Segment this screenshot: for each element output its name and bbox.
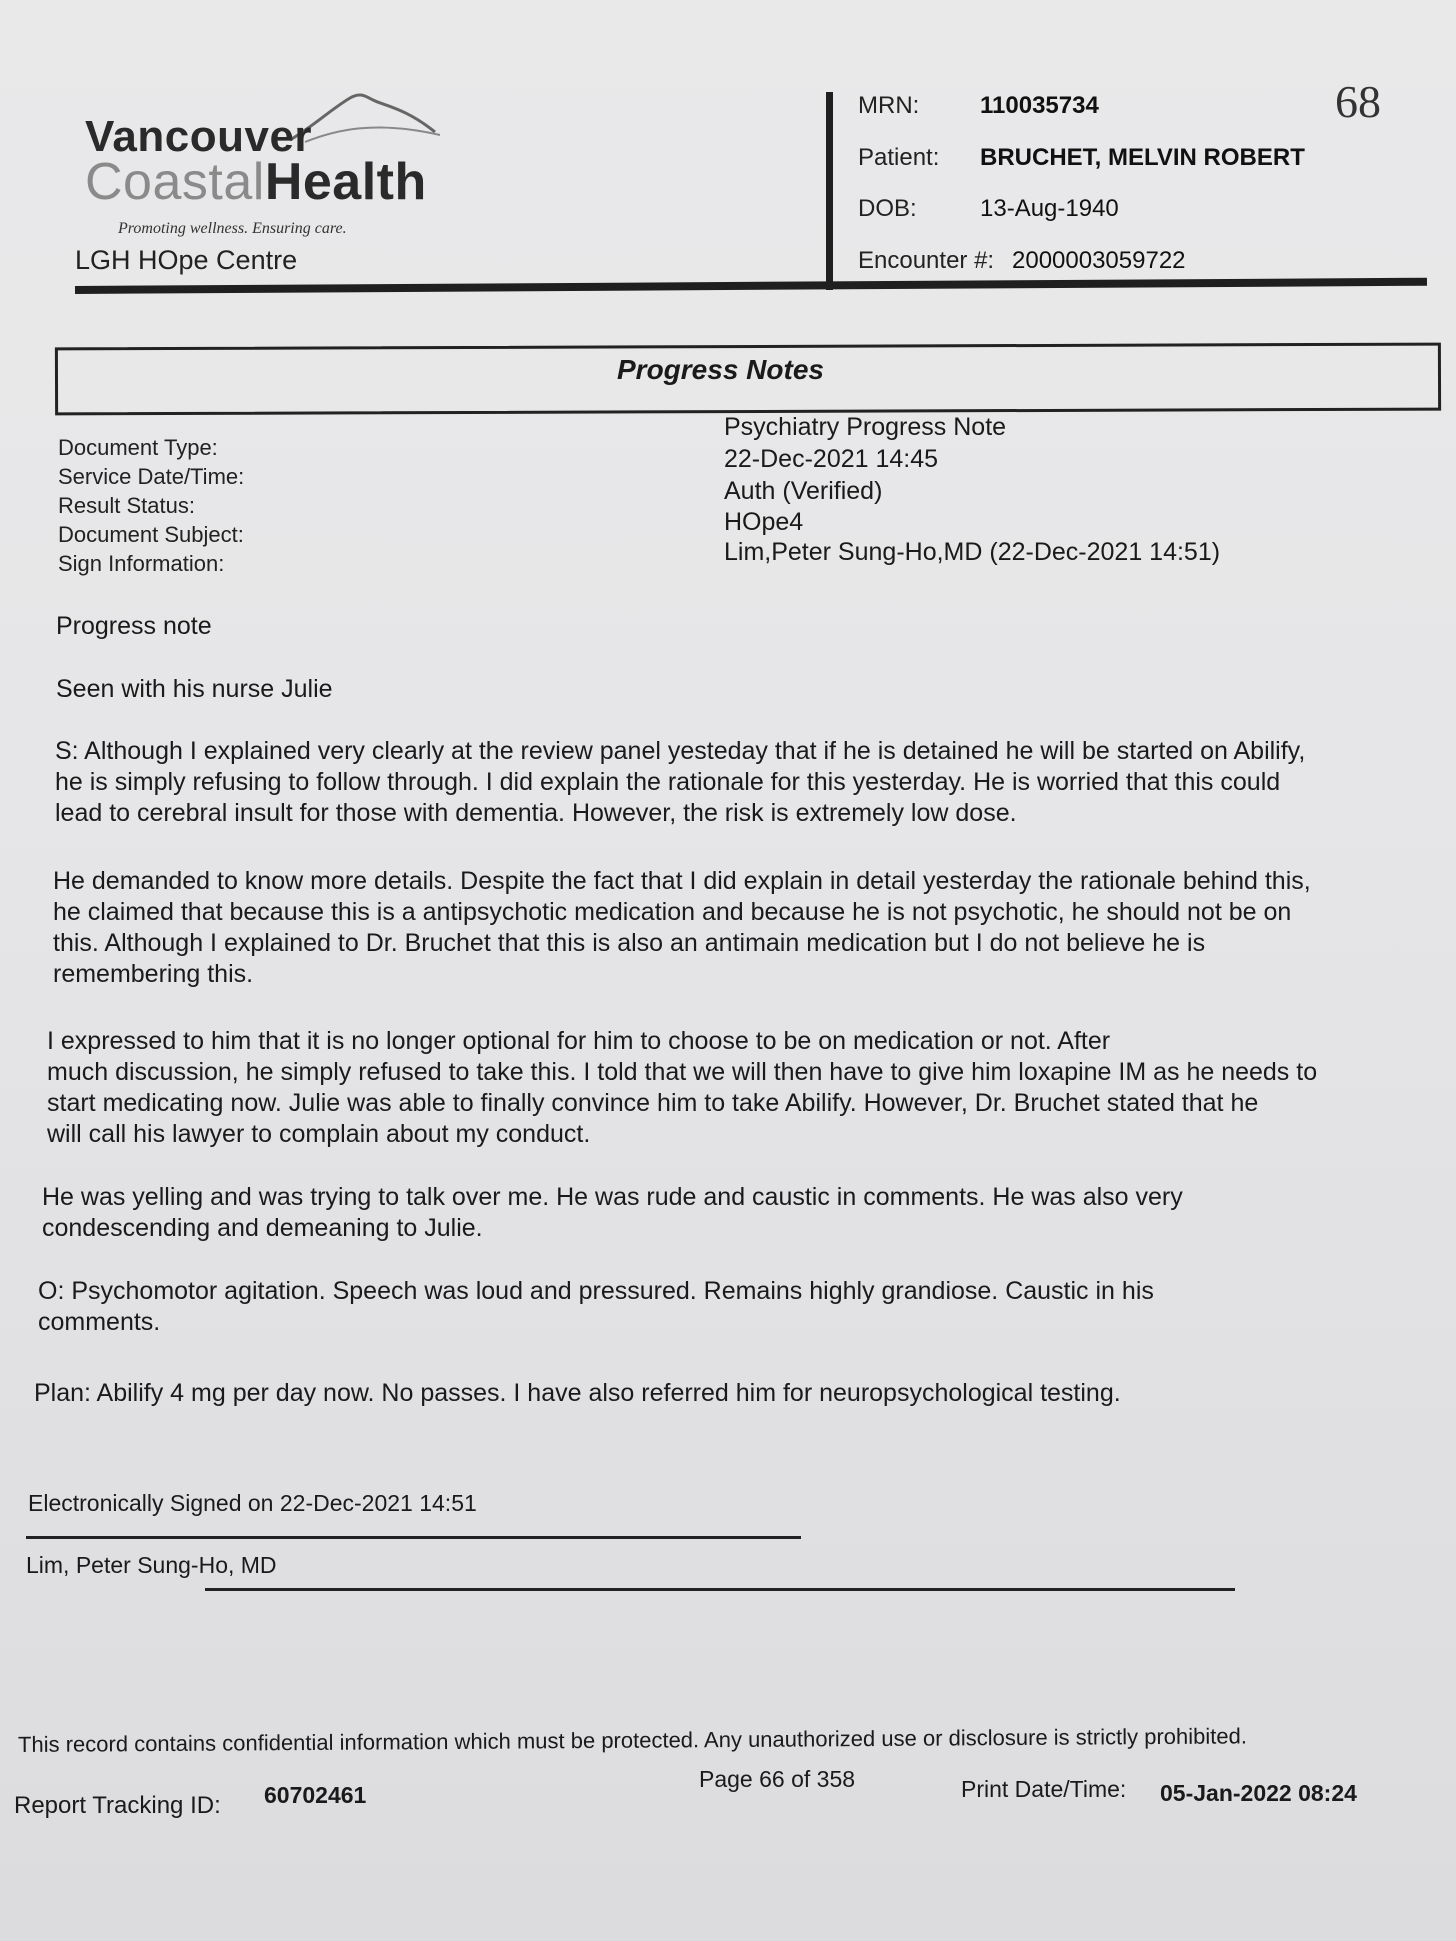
meta-value-document-type: Psychiatry Progress Note [724, 413, 1007, 441]
encounter-label: Encounter #: [858, 247, 995, 274]
mrn-label: MRN: [858, 92, 920, 119]
paragraph-plan [34, 1378, 1121, 1409]
page-number: Page 66 of 358 [699, 1766, 856, 1792]
signer-name: Lim, Peter Sung-Ho, MD [26, 1552, 277, 1578]
patient-value: BRUCHET, MELVIN ROBERT [980, 144, 1305, 171]
paragraph-line: remembering this. [53, 960, 254, 988]
meta-value-result-status: Auth (Verified) [724, 477, 883, 505]
meta-value-sign-info: Lim,Peter Sung-Ho,MD (22-Dec-2021 14:51) [724, 538, 1221, 566]
print-date-label: Print Date/Time: [961, 1776, 1127, 1802]
logo-vancouver: Vancouver [85, 112, 313, 161]
mrn-value: 110035734 [980, 92, 1099, 119]
paragraph-line: Progress note [56, 612, 212, 640]
meta-value-document-subject: HOpe4 [724, 508, 804, 536]
paragraph-seen-with [56, 674, 333, 705]
paragraph-line: he claimed that because this is a antipsychotic medication and because he is not psychotic, he should not be on [53, 898, 1292, 926]
document-title: Progress Notes [617, 354, 824, 385]
encounter-value: 2000003059722 [1012, 247, 1186, 274]
logo-coastal: Coastal [85, 153, 265, 211]
paragraph-line: O: Psychomotor agitation. Speech was loud and pressured. Remains highly grandiose. Caustic in his [38, 1277, 1154, 1305]
dob-value: 13-Aug-1940 [980, 195, 1119, 222]
electronic-signature: Electronically Signed on 22-Dec-2021 14:51 [28, 1490, 477, 1516]
logo-health: Health [264, 153, 427, 211]
paragraph-line: this. Although I explained to Dr. Bruchet that this is also an antimain medication but I do not believe he is [53, 929, 1206, 957]
handwritten-page-number: 68 [1335, 76, 1381, 127]
logo-tagline: Promoting wellness. Ensuring care. [118, 220, 347, 237]
meta-label-service-date: Service Date/Time: [58, 464, 245, 489]
dob-label: DOB: [858, 195, 917, 222]
meta-label-document-type: Document Type: [58, 435, 218, 460]
signer-underline [205, 1588, 1235, 1591]
meta-label-sign-info: Sign Information: [58, 551, 225, 576]
meta-value-service-date: 22-Dec-2021 14:45 [724, 445, 939, 473]
paragraph-line: comments. [38, 1308, 161, 1336]
header-divider-vertical [826, 92, 833, 290]
paragraph-line: S: Although I explained very clearly at the review panel yesteday that if he is detained he will be started on Abilify, [55, 737, 1306, 765]
paragraph-line: Plan: Abilify 4 mg per day now. No passes. I have also referred him for neuropsychological testing. [34, 1379, 1121, 1407]
meta-label-document-subject: Document Subject: [58, 522, 244, 547]
tracking-id: 60702461 [264, 1782, 367, 1808]
paragraph-line: Seen with his nurse Julie [56, 675, 333, 703]
paragraph-line: will call his lawyer to complain about my conduct. [47, 1120, 591, 1148]
paragraph-line: much discussion, he simply refused to take this. I told that we will then have to give him loxapine IM as he needs to [47, 1058, 1318, 1086]
paragraph-details [53, 866, 1311, 990]
patient-label: Patient: [858, 144, 940, 171]
paragraph-line: I expressed to him that it is no longer optional for him to choose to be on medication or not. After [47, 1027, 1111, 1055]
paragraph-line: he is simply refusing to follow through. I did explain the rationale for this yesterday. He is worried that this could [55, 768, 1281, 796]
paragraph-subjective [55, 736, 1305, 829]
confidentiality-notice: This record contains confidential information which must be protected. Any unauthorized use or disclosure is strictly prohibited. [17, 1723, 1248, 1757]
header-divider-horizontal [75, 278, 1427, 294]
paragraph-line: He was yelling and was trying to talk over me. He was rude and caustic in comments. He was also very [42, 1183, 1183, 1211]
facility-name: LGH HOpe Centre [75, 245, 298, 275]
paragraph-behaviour [42, 1182, 1183, 1244]
paragraph-line: lead to cerebral insult for those with dementia. However, the risk is extremely low dose. [55, 799, 1017, 827]
paragraph-medication [47, 1026, 1317, 1150]
meta-label-result-status: Result Status: [58, 493, 195, 518]
paragraph-heading [56, 611, 212, 642]
signature-line [26, 1536, 801, 1539]
tracking-label: Report Tracking ID: [14, 1792, 221, 1819]
paragraph-line: start medicating now. Julie was able to finally convince him to take Abilify. However, Dr. Bruchet stated that he [47, 1089, 1259, 1117]
paragraph-objective [38, 1276, 1154, 1338]
paragraph-line: condescending and demeaning to Julie. [42, 1214, 483, 1242]
paragraph-line: He demanded to know more details. Despite the fact that I did explain in detail yesterday the rationale behind this, [53, 867, 1311, 895]
logo-coastal-health [85, 152, 427, 212]
print-date-value: 05-Jan-2022 08:24 [1160, 1780, 1357, 1806]
